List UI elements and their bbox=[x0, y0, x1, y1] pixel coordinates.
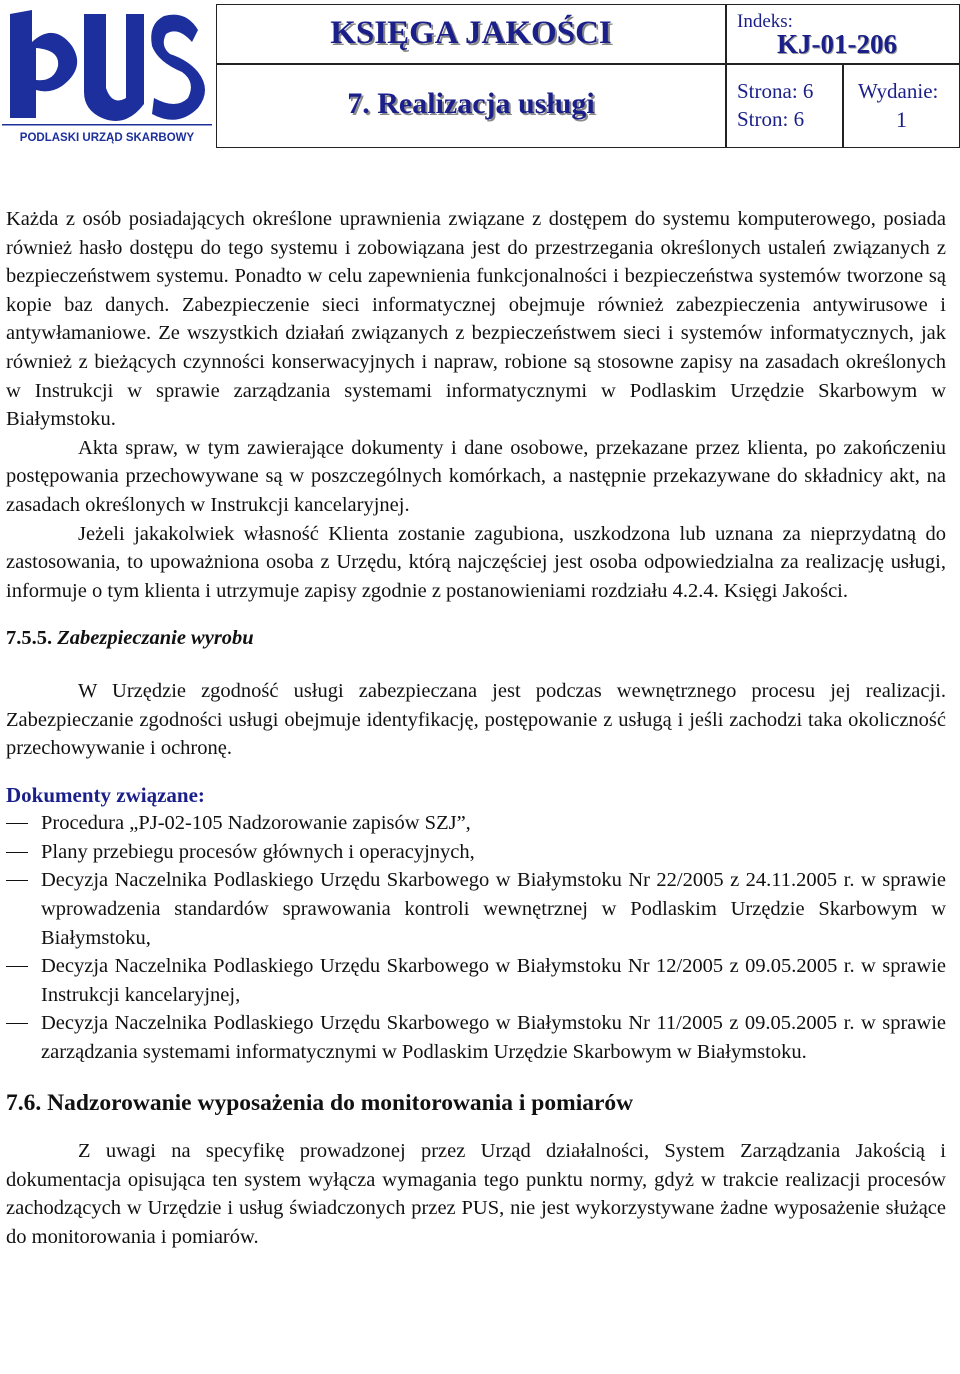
edition-cell bbox=[843, 64, 960, 148]
dash-bullet bbox=[6, 823, 28, 824]
paragraph-product-protection: W Urzędzie zgodność usługi zabezpieczana jest podczas wewnętrznego procesu jej realizacji. Zabezpieczanie zgodności usługi obejmuje identyfikację, postępowanie z usługą i jeśli zachodzi taka okoliczność przechowywanie i ochronę. bbox=[6, 679, 946, 760]
page-number: Strona: 6 bbox=[737, 79, 814, 103]
list-item: Decyzja Naczelnika Podlaskiego Urzędu Skarbowego w Białymstoku Nr 12/2005 z 09.05.2005 r. w sprawie Instrukcji kancelaryjnej, bbox=[6, 952, 946, 1009]
logo-caption: PODLASKI URZĄD SKARBOWY bbox=[19, 132, 195, 144]
document-title: KSIĘGA JAKOŚCI bbox=[330, 15, 612, 51]
related-documents-list bbox=[6, 809, 946, 1066]
page-count: Stron: 6 bbox=[737, 107, 805, 131]
chapter-cell bbox=[216, 64, 726, 148]
related-documents-heading: Dokumenty związane: bbox=[6, 782, 205, 807]
dash-bullet bbox=[6, 852, 28, 853]
paragraph-security: Każda z osób posiadających określone uprawnienia związane z dostępem do systemu komputerowego, posiada również hasło dostępu do tego systemu i zobowiązana jest do przestrzegania określonych ustaleń związanych z bezpieczeństwem systemu. Ponadto w celu zapewnienia funkcjonalności i bezpieczeństwa systemów tworzone są kopie baz danych. Zabezpieczenie sieci informatycznej obejmuje również zabezpieczenia antywirusowe i antywłamaniowe. Ze wszystkich działań związanych z bezpieczeństwem sieci i systemów informatycznych, jak również z bieżących czynności konserwacyjnych i napraw, robione są stosowne zapisy na zasadach określonych w Instrukcji w sprawie zarządzania systemami informatycznymi w Podlaskim Urzędzie Skarbowym w Białymstoku. bbox=[6, 208, 946, 431]
edition-value: 1 bbox=[896, 107, 907, 132]
section-heading-7-5-5 bbox=[6, 624, 946, 653]
document-header bbox=[0, 0, 960, 150]
section-number: 7.5.5. bbox=[6, 627, 53, 650]
dash-bullet bbox=[6, 966, 28, 967]
section-heading-7-6: 7.6. Nadzorowanie wyposażenia do monitorowania i pomiarów bbox=[6, 1089, 634, 1116]
index-label: Indeks: bbox=[737, 11, 793, 32]
index-cell bbox=[726, 4, 960, 64]
index-value: KJ-01-206 bbox=[777, 29, 897, 59]
chapter-title: 7. Realizacja usługi bbox=[347, 87, 595, 120]
list-item: Plany przebiegu procesów głównych i operacyjnych, bbox=[6, 838, 946, 867]
paragraph-client-property: Jeżeli jakakolwiek własność Klienta zostanie zagubiona, uszkodzona lub uznana za nieprzydatną do zastosowania, to upoważniona osoba z Urzędu, którą najczęściej jest osoba odpowiedzialna za realizację usługi, informuje o tym klienta i utrzymuje zapisy zgodnie z postanowieniami rozdziału 4.2.4. Księgi Jakości. bbox=[6, 522, 946, 602]
page-cell bbox=[726, 64, 843, 148]
list-item: Decyzja Naczelnika Podlaskiego Urzędu Skarbowego w Białymstoku Nr 22/2005 z 24.11.2005 r. w sprawie wprowadzenia standardów sprawowania kontroli wewnętrznej w Podlaskim Urzędzie Skarbowym w Białymstoku, bbox=[6, 866, 946, 952]
dash-bullet bbox=[6, 1023, 28, 1024]
dash-bullet bbox=[6, 880, 28, 881]
title-cell bbox=[216, 4, 726, 64]
edition-label: Wydanie: bbox=[858, 79, 939, 103]
list-item: Procedura „PJ-02-105 Nadzorowanie zapisów SZJ”, bbox=[6, 809, 946, 838]
paragraph-monitoring-equipment: Z uwagi na specyfikę prowadzonej przez Urząd działalności, System Zarządzania Jakością i dokumentacja opisująca ten system wyłącza wymagania tego punktu normy, gdyż w trakcie realizacji procesów zachodzących w Urzędzie i usług świadczonych przez PUS, nie jest wykorzystywane żadne wyposażenie służące do monitorowania i pomiarów. bbox=[6, 1140, 946, 1248]
section-title: Zabezpieczanie wyrobu bbox=[57, 627, 254, 650]
document-body bbox=[6, 205, 946, 1252]
pus-logo bbox=[2, 2, 212, 148]
paragraph-case-files: Akta spraw, w tym zawierające dokumenty i dane osobowe, przekazane przez klienta, po zakończeniu postępowania przechowywane są w poszczególnych komórkach, a następnie przekazywane do składnicy akt, na zasadach określonych w Instrukcji kancelaryjnej. bbox=[6, 436, 946, 516]
list-item: Decyzja Naczelnika Podlaskiego Urzędu Skarbowego w Białymstoku Nr 11/2005 z 09.05.2005 r. w sprawie zarządzania systemami informatycznymi w Podlaskim Urzędzie Skarbowym w Białymstoku. bbox=[6, 1009, 946, 1066]
